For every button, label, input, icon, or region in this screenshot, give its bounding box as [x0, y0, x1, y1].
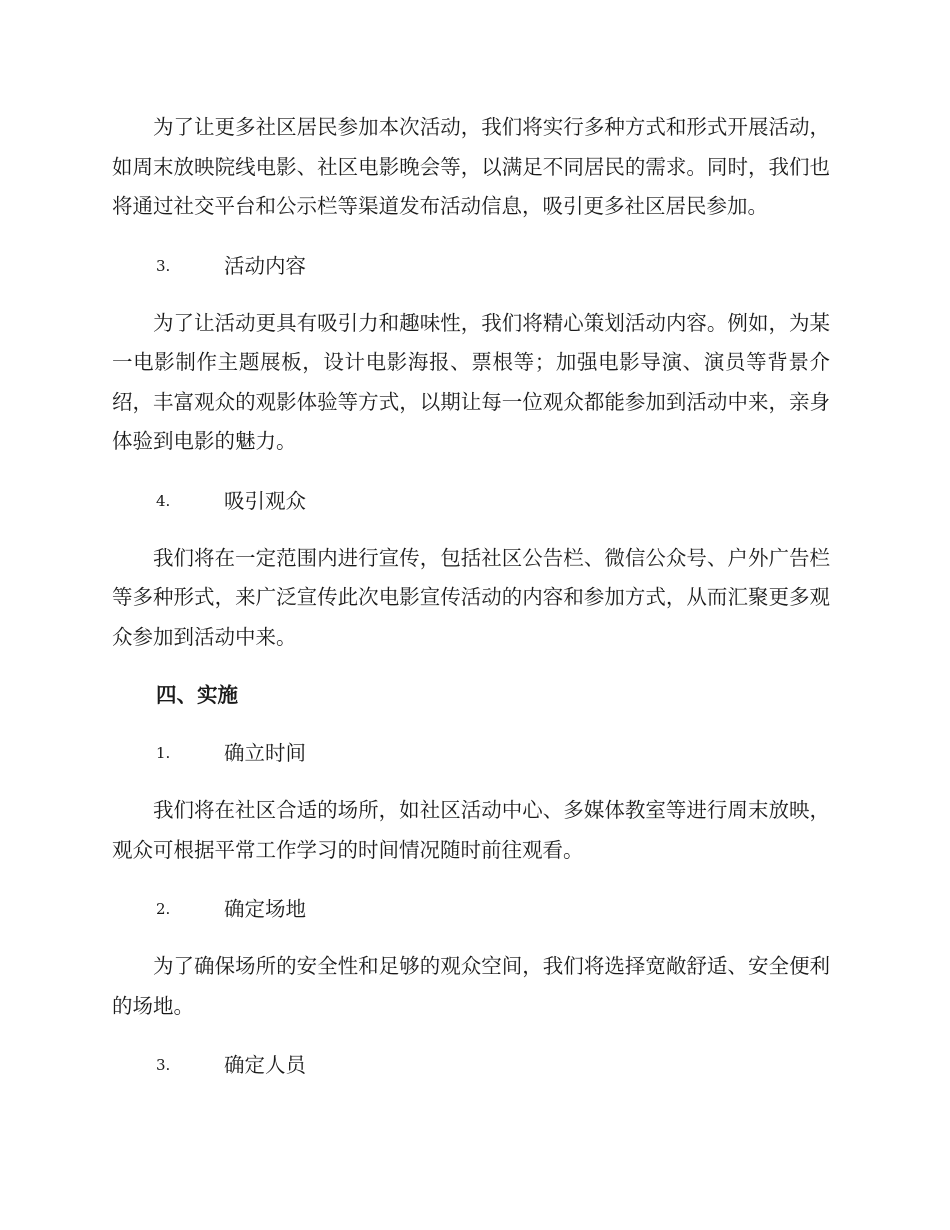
paragraph-publicity: 我们将在一定范围内进行宣传，包括社区公告栏、微信公众号、户外广告栏等多种形式，来广泛宣传此次电影宣传活动的内容和参加方式，从而汇聚更多观众参加到活动中来。 [112, 545, 830, 649]
list-item-label: 确立时间 [224, 741, 306, 765]
paragraph-participation: 为了让更多社区居民参加本次活动，我们将实行多种方式和形式开展活动，如周末放映院线电影、社区电影晚会等，以满足不同居民的需求。同时，我们也将通过社交平台和公示栏等渠道发布活动信息，吸引更多社区居民参加。 [112, 115, 830, 218]
paragraph-activity-content: 为了让活动更具有吸引力和趣味性，我们将精心策划活动内容。例如，为某一电影制作主题展板，设计电影海报、票根等；加强电影导演、演员等背景介绍，丰富观众的观影体验等方式，以期让每一位观众都能参加到活动中来，亲身体验到电影的魅力。 [112, 310, 830, 453]
list-item-label: 活动内容 [224, 253, 306, 278]
list-item-number: 3. [156, 1056, 171, 1074]
list-item-number: 1. [156, 744, 171, 762]
section-heading-implementation: 四、实施 [156, 683, 238, 707]
list-item-label: 吸引观众 [224, 488, 306, 513]
list-item-number: 3. [156, 256, 171, 275]
paragraph-venue: 为了确保场所的安全性和足够的观众空间，我们将选择宽敞舒适、安全便利的场地。 [112, 954, 830, 1018]
list-item-label: 确定场地 [224, 897, 306, 921]
list-item-label: 确定人员 [224, 1053, 306, 1077]
paragraph-time: 我们将在社区合适的场所，如社区活动中心、多媒体教室等进行周末放映，观众可根据平常工作学习的时间情况随时前往观看。 [112, 798, 830, 862]
list-item-number: 4. [156, 491, 171, 510]
list-item-number: 2. [156, 900, 171, 918]
list-item-set-time [112, 733, 830, 773]
list-item-set-venue [112, 889, 830, 929]
list-item-attract-audience [112, 481, 830, 521]
list-item-activity-content [112, 246, 830, 286]
list-item-set-staff [112, 1045, 830, 1085]
document-page [112, 108, 830, 1085]
